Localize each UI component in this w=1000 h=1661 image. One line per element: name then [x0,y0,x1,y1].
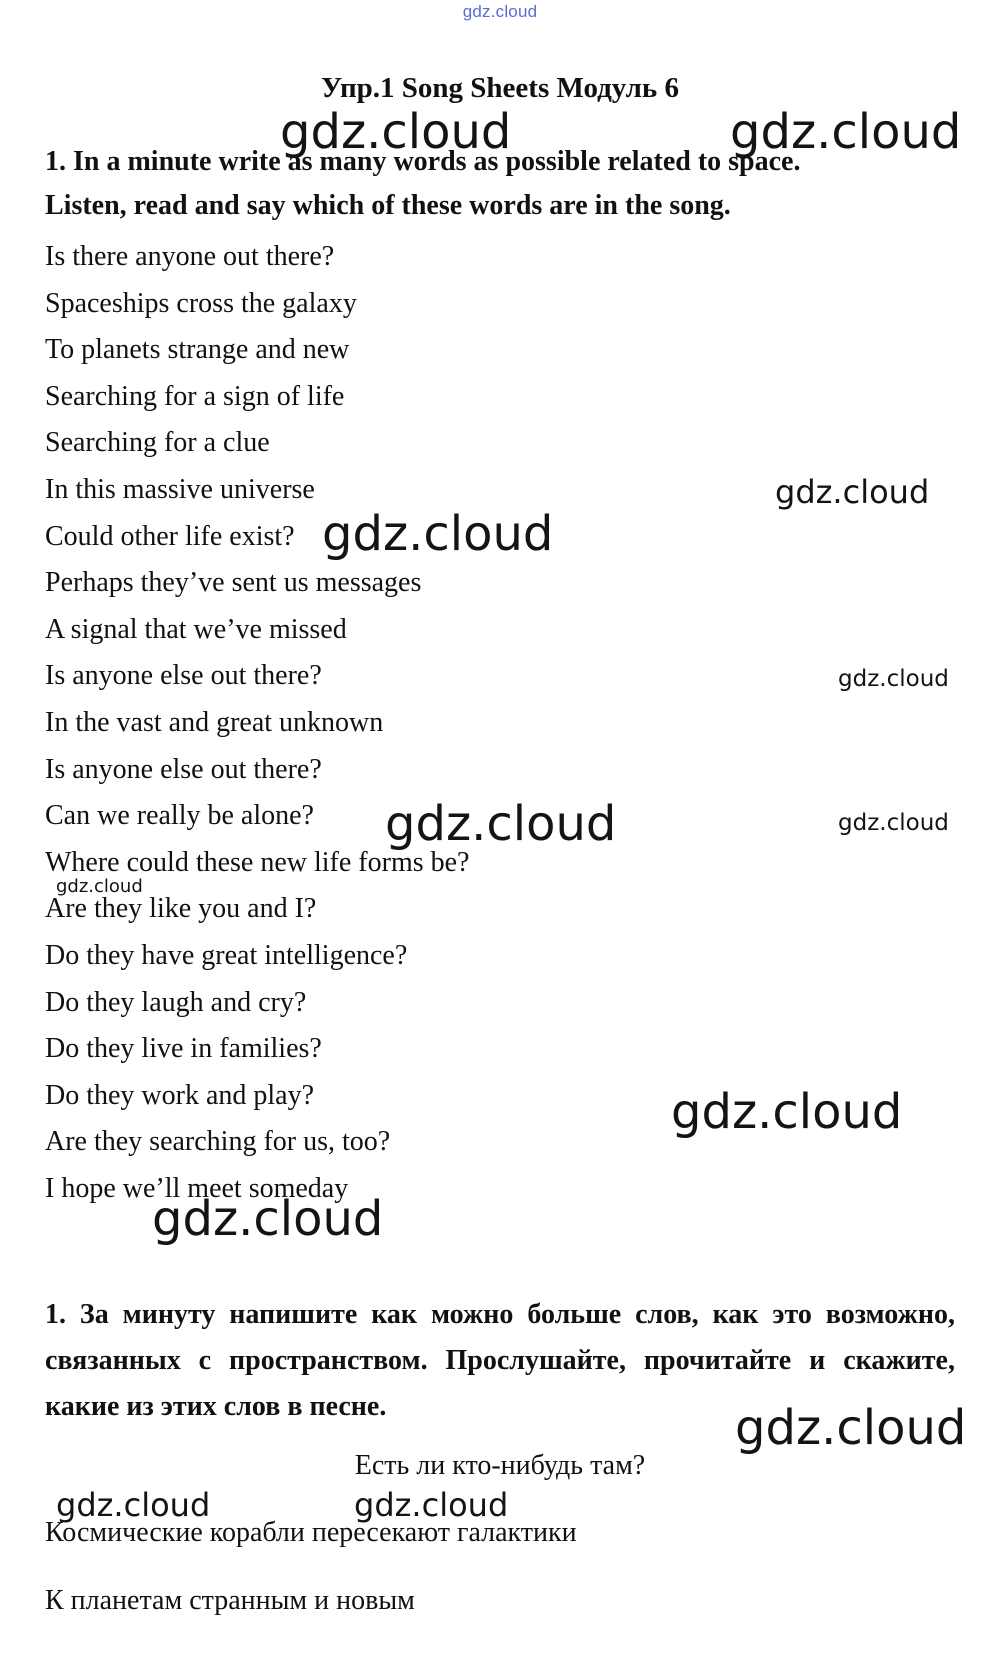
lyric-line: Do they have great intelligence? [45,939,408,971]
lyric-line: Do they work and play? [45,1079,315,1111]
watermark: gdz.cloud [56,876,143,897]
watermark: gdz.cloud [385,796,617,852]
lyric-line: In this massive universe [45,473,315,505]
task-instruction-line-2: Listen, read and say which of these words are in the song. [45,190,731,221]
translation-line-3: К планетам странным и новым [45,1585,415,1616]
translation-line-1: Есть ли кто-нибудь там? [354,1450,646,1481]
lyric-line: Searching for a sign of life [45,380,345,412]
watermark: gdz.cloud [152,1191,384,1247]
watermark: gdz.cloud [838,810,949,836]
lyric-line: In the vast and great unknown [45,706,384,738]
watermark: gdz.cloud [730,104,962,160]
watermark: gdz.cloud [322,506,554,562]
watermark: gdz.cloud [838,666,949,692]
task-instruction-line-1: 1. In a minute write as many words as possible related to space. [45,146,801,177]
task-instruction-russian: 1. За минуту напишите как можно больше слов, как это возможно, связанных с пространством. Прослушайте, прочитайте и скажите, какие из этих слов в песне. [45,1299,955,1422]
lyric-line: Are they searching for us, too? [45,1126,391,1158]
watermark: gdz.cloud [775,473,930,511]
lyric-line: Searching for a clue [45,427,270,459]
lyric-line: Do they live in families? [45,1033,322,1065]
watermark: gdz.cloud [671,1084,903,1140]
translation-line-2: Космические корабли пересекают галактики [45,1517,577,1548]
lyric-line: Where could these new life forms be? [45,846,470,878]
lyric-line: Are they like you and I? [45,893,317,925]
song-lyrics [45,242,469,1220]
page-title: Упр.1 Song Sheets Модуль 6 [321,72,679,104]
lyric-line: Perhaps they’ve sent us messages [45,567,422,599]
lyric-line: Spaceships cross the galaxy [45,287,357,319]
site-link[interactable]: gdz.cloud [462,2,538,21]
watermark: gdz.cloud [56,1486,211,1524]
watermark: gdz.cloud [354,1486,509,1524]
watermark: gdz.cloud [735,1400,967,1456]
lyric-line: I hope we’ll meet someday [45,1172,349,1204]
lyric-line: A signal that we’ve missed [45,613,347,645]
watermark: gdz.cloud [280,104,512,160]
lyric-line: Is anyone else out there? [45,660,322,692]
lyric-line: Do they laugh and cry? [45,986,307,1018]
lyric-line: To planets strange and new [45,334,350,366]
lyric-line: Could other life exist? [45,520,295,552]
lyric-line: Is there anyone out there? [45,241,335,272]
lyric-line: Can we really be alone? [45,800,314,832]
lyric-line: Is anyone else out there? [45,753,322,785]
